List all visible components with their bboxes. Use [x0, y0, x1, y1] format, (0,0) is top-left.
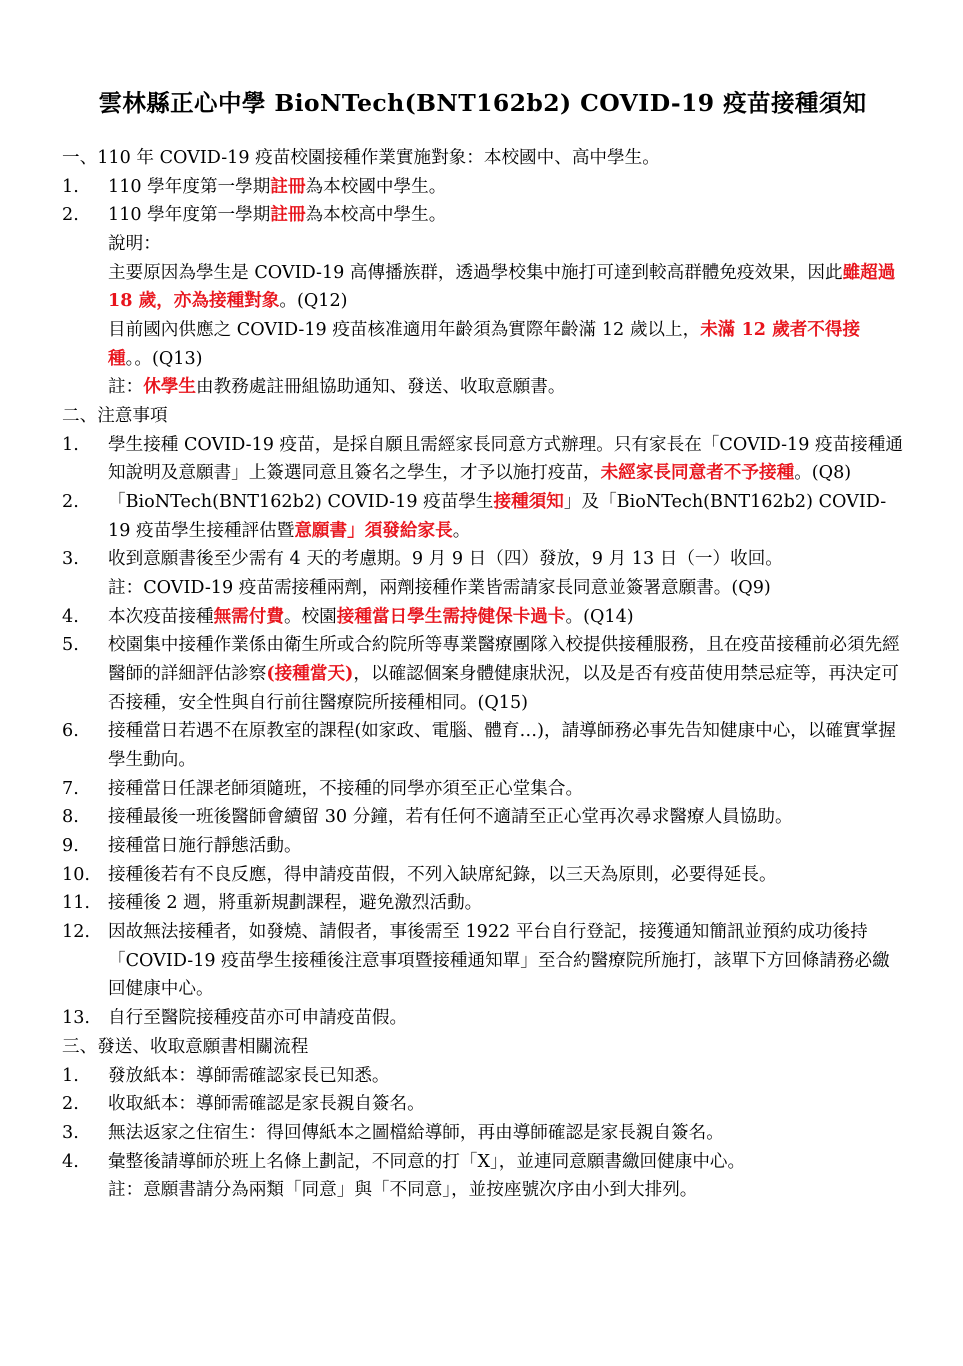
list-item: [62, 603, 903, 632]
section: [62, 1033, 903, 1205]
document-body: [62, 144, 903, 1205]
list-item-text: [108, 836, 302, 856]
text-run: 。(Q12): [279, 291, 348, 312]
list-item-number: 12.: [62, 922, 90, 943]
list-item-text: [108, 492, 886, 541]
list-item: [62, 1090, 903, 1119]
list-item: [62, 545, 903, 574]
section-marker: 一、: [62, 148, 98, 168]
list-item-number: 3.: [62, 1122, 79, 1143]
text-run: 收到意願書後至少需有 4 天的考慮期。9 月 9 日（四）發放，9 月 13 日（一）收回。: [108, 549, 783, 570]
list-item-number: 3.: [62, 549, 79, 570]
list-item-text: [108, 377, 565, 397]
list-item-number: 6.: [62, 721, 79, 742]
text-run: 110 學年度第一學期: [108, 205, 271, 226]
emphasis-text: 休學生: [143, 376, 196, 398]
section-heading-text: 發送、收取意願書相關流程: [97, 1036, 309, 1057]
text-run: 收取紙本：導師需確認是家長親自簽名。: [108, 1094, 425, 1115]
list-item: [62, 173, 903, 202]
list-item-text: [108, 1180, 697, 1200]
list-item-text: [108, 779, 583, 799]
section-heading: [62, 402, 903, 431]
list-item-text: [108, 435, 903, 484]
list-item: [62, 1119, 903, 1148]
list-item: [62, 631, 903, 717]
text-run: 註：意願書請分為兩類「同意」與「不同意」，並按座號次序由小到大排列。: [108, 1180, 698, 1201]
list-item-text: [108, 205, 446, 225]
list-item-note: [62, 259, 903, 316]
text-run: 本次疫苗接種: [108, 606, 214, 627]
list-item-number: 8.: [62, 807, 79, 828]
list-item: [62, 717, 903, 774]
text-run: 為本校高中學生。: [305, 205, 447, 226]
list-item: [62, 803, 903, 832]
list-item-number: 1.: [62, 176, 79, 197]
emphasis-text: 接種須知: [493, 491, 564, 513]
section-marker: 三、: [62, 1036, 98, 1057]
text-run: 。(Q8): [794, 463, 852, 484]
list-item-number: 4.: [62, 606, 79, 627]
list-item-text: [108, 1008, 407, 1028]
text-run: 目前國內供應之 COVID-19 疫苗核准適用年齡須為實際年齡滿 12 歲以上，: [108, 320, 701, 341]
list-item-text: [108, 865, 777, 885]
emphasis-text: 註冊: [270, 204, 306, 226]
list-item-text: [108, 263, 895, 312]
section: [62, 402, 903, 1033]
list-item: [62, 889, 903, 918]
list-item-text: [108, 1152, 745, 1172]
emphasis-text: 雖超過 18 歲，亦為接種對象: [108, 261, 896, 312]
list-item-text: [108, 607, 634, 627]
list-item: [62, 832, 903, 861]
text-run: 接種當日若遇不在原教室的課程(如家政、電腦、體育…)，請導師務必事先告知健康中心，以確實掌握學生動向。: [108, 721, 896, 771]
list-item-note: [62, 230, 903, 259]
list-item: [62, 1148, 903, 1177]
text-run: 為本校國中學生。: [305, 176, 447, 197]
text-run: 接種當日施行靜態活動。: [108, 836, 302, 857]
list-item-text: [108, 635, 900, 712]
text-run: 註：COVID-19 疫苗需接種兩劑，兩劑接種作業皆需請家長同意並簽署意願書。(Q9): [108, 578, 771, 599]
text-run: 「BioNTech(BNT162b2) COVID-19 疫苗學生: [108, 492, 494, 513]
text-run: 自行至醫院接種疫苗亦可申請疫苗假。: [108, 1008, 408, 1029]
text-run: 。: [452, 520, 471, 541]
text-run: 接種後若有不良反應，得申請疫苗假，不列入缺席紀錄，以三天為原則，必要得延長。: [108, 864, 777, 885]
section: [62, 144, 903, 402]
emphasis-text: 未經家長同意者不予接種: [600, 462, 795, 484]
list-item-text: [108, 234, 161, 254]
list-item-text: [108, 177, 446, 197]
text-run: 學生接種 COVID-19 疫苗，是採自願且需經家長同意方式辦理。只有家長在「COVID-19 疫苗接種通知說明及意願書」上簽選同意且簽名之學生，才予以施打疫苗，: [108, 434, 903, 484]
list-item-note: [62, 574, 903, 603]
list-item-text: [108, 1123, 724, 1143]
text-run: 」及「BioNTech(BNT162b2) COVID-19 疫苗學生接種評估暨: [108, 492, 887, 541]
text-run: 110 學年度第一學期: [108, 176, 271, 197]
text-run: 由教務處註冊組協助通知、發送、收取意願書。: [196, 377, 566, 398]
list-item-number: 9.: [62, 836, 79, 857]
emphasis-text: 意願書」須發給家長: [294, 519, 453, 541]
list-item-number: 1.: [62, 1065, 79, 1086]
list-item: [62, 1004, 903, 1033]
list-item-number: 1.: [62, 434, 79, 455]
section-heading: [62, 1033, 903, 1062]
text-run: 註：: [108, 377, 144, 398]
text-run: 接種當日任課老師須隨班，不接種的同學亦須至正心堂集合。: [108, 778, 584, 799]
list-item: [62, 488, 903, 545]
list-item-note: [62, 1176, 903, 1205]
list-item: [62, 201, 903, 230]
list-item-text: [108, 578, 771, 598]
text-run: 。校園: [283, 606, 337, 627]
list-item: [62, 1062, 903, 1091]
text-run: 校園集中接種作業係由衛生所或合約院所等專業醫療團隊入校提供接種服務，且在疫苗接種前必須先經醫師的詳細評估診察: [108, 635, 900, 685]
list-item-text: [108, 807, 793, 827]
section-marker: 二、: [62, 406, 98, 427]
list-item-text: [108, 320, 860, 369]
text-run: 主要原因為學生是 COVID-19 高傳播族群，透過學校集中施打可達到較高群體免疫效果，因此: [108, 262, 843, 283]
list-item-text: [108, 922, 890, 999]
text-run: 因故無法接種者，如發燒、請假者，事後需至 1922 平台自行登記，接獲通知簡訊並預約成功後持「COVID-19 疫苗學生接種後注意事項暨接種通知單」至合約醫療院所施打，該單下方回條請務必繳回健康中心。: [108, 922, 890, 1000]
text-run: 彙整後請導師於班上名條上劃記，不同意的打「X」，並連同意願書繳回健康中心。: [108, 1151, 746, 1172]
list-item-text: [108, 893, 482, 913]
text-run: 。(Q14): [565, 606, 634, 627]
text-run: 接種後 2 週，將重新規劃課程，避免激烈活動。: [108, 893, 483, 914]
text-run: 發放紙本：導師需確認家長已知悉。: [108, 1065, 390, 1086]
text-run: 說明：: [108, 234, 161, 255]
list-item-number: 4.: [62, 1151, 79, 1172]
text-run: ，以確認個案身體健康狀況，以及是否有疫苗使用禁忌症等，再決定可否接種，安全性與自行前往醫療院所接種相同。(Q15): [108, 664, 899, 713]
list-item: [62, 775, 903, 804]
list-item-number: 13.: [62, 1008, 90, 1029]
list-item-number: 5.: [62, 635, 79, 656]
emphasis-text: 無需付費: [213, 605, 284, 627]
list-item-number: 10.: [62, 864, 90, 885]
list-item-text: [108, 549, 783, 569]
list-item-text: [108, 1094, 425, 1114]
page-title: 雲林縣正心中學 BioNTech(BNT162b2) COVID-19 疫苗接種須知: [98, 89, 867, 117]
list-item-number: 2.: [62, 205, 79, 226]
list-item-note: [62, 316, 903, 373]
emphasis-text: 接種當日學生需持健保卡過卡: [336, 605, 566, 627]
list-item-text: [108, 1066, 390, 1086]
emphasis-text: 註冊: [270, 175, 306, 197]
list-item: [62, 918, 903, 1004]
section-heading-text: 110 年 COVID-19 疫苗校園接種作業實施對象：本校國中、高中學生。: [97, 148, 660, 168]
text-run: 接種最後一班後醫師會續留 30 分鐘，若有任何不適請至正心堂再次尋求醫療人員協助。: [108, 807, 793, 828]
text-run: 無法返家之住宿生：得回傳紙本之圖檔給導師，再由導師確認是家長親自簽名。: [108, 1122, 724, 1143]
section-heading-text: 注意事項: [97, 406, 168, 427]
list-item-number: 2.: [62, 1094, 79, 1115]
list-item: [62, 431, 903, 488]
section-heading: [62, 144, 903, 173]
list-item-number: 2.: [62, 492, 79, 513]
list-item-note: [62, 373, 903, 402]
emphasis-text: (接種當天): [266, 663, 354, 685]
text-run: 。。(Q13): [125, 348, 203, 369]
list-item: [62, 861, 903, 890]
list-item-text: [108, 721, 896, 770]
list-item-number: 11.: [62, 893, 90, 914]
list-item-number: 7.: [62, 778, 79, 799]
emphasis-text: 未滿 12 歲者不得接種: [108, 319, 861, 369]
